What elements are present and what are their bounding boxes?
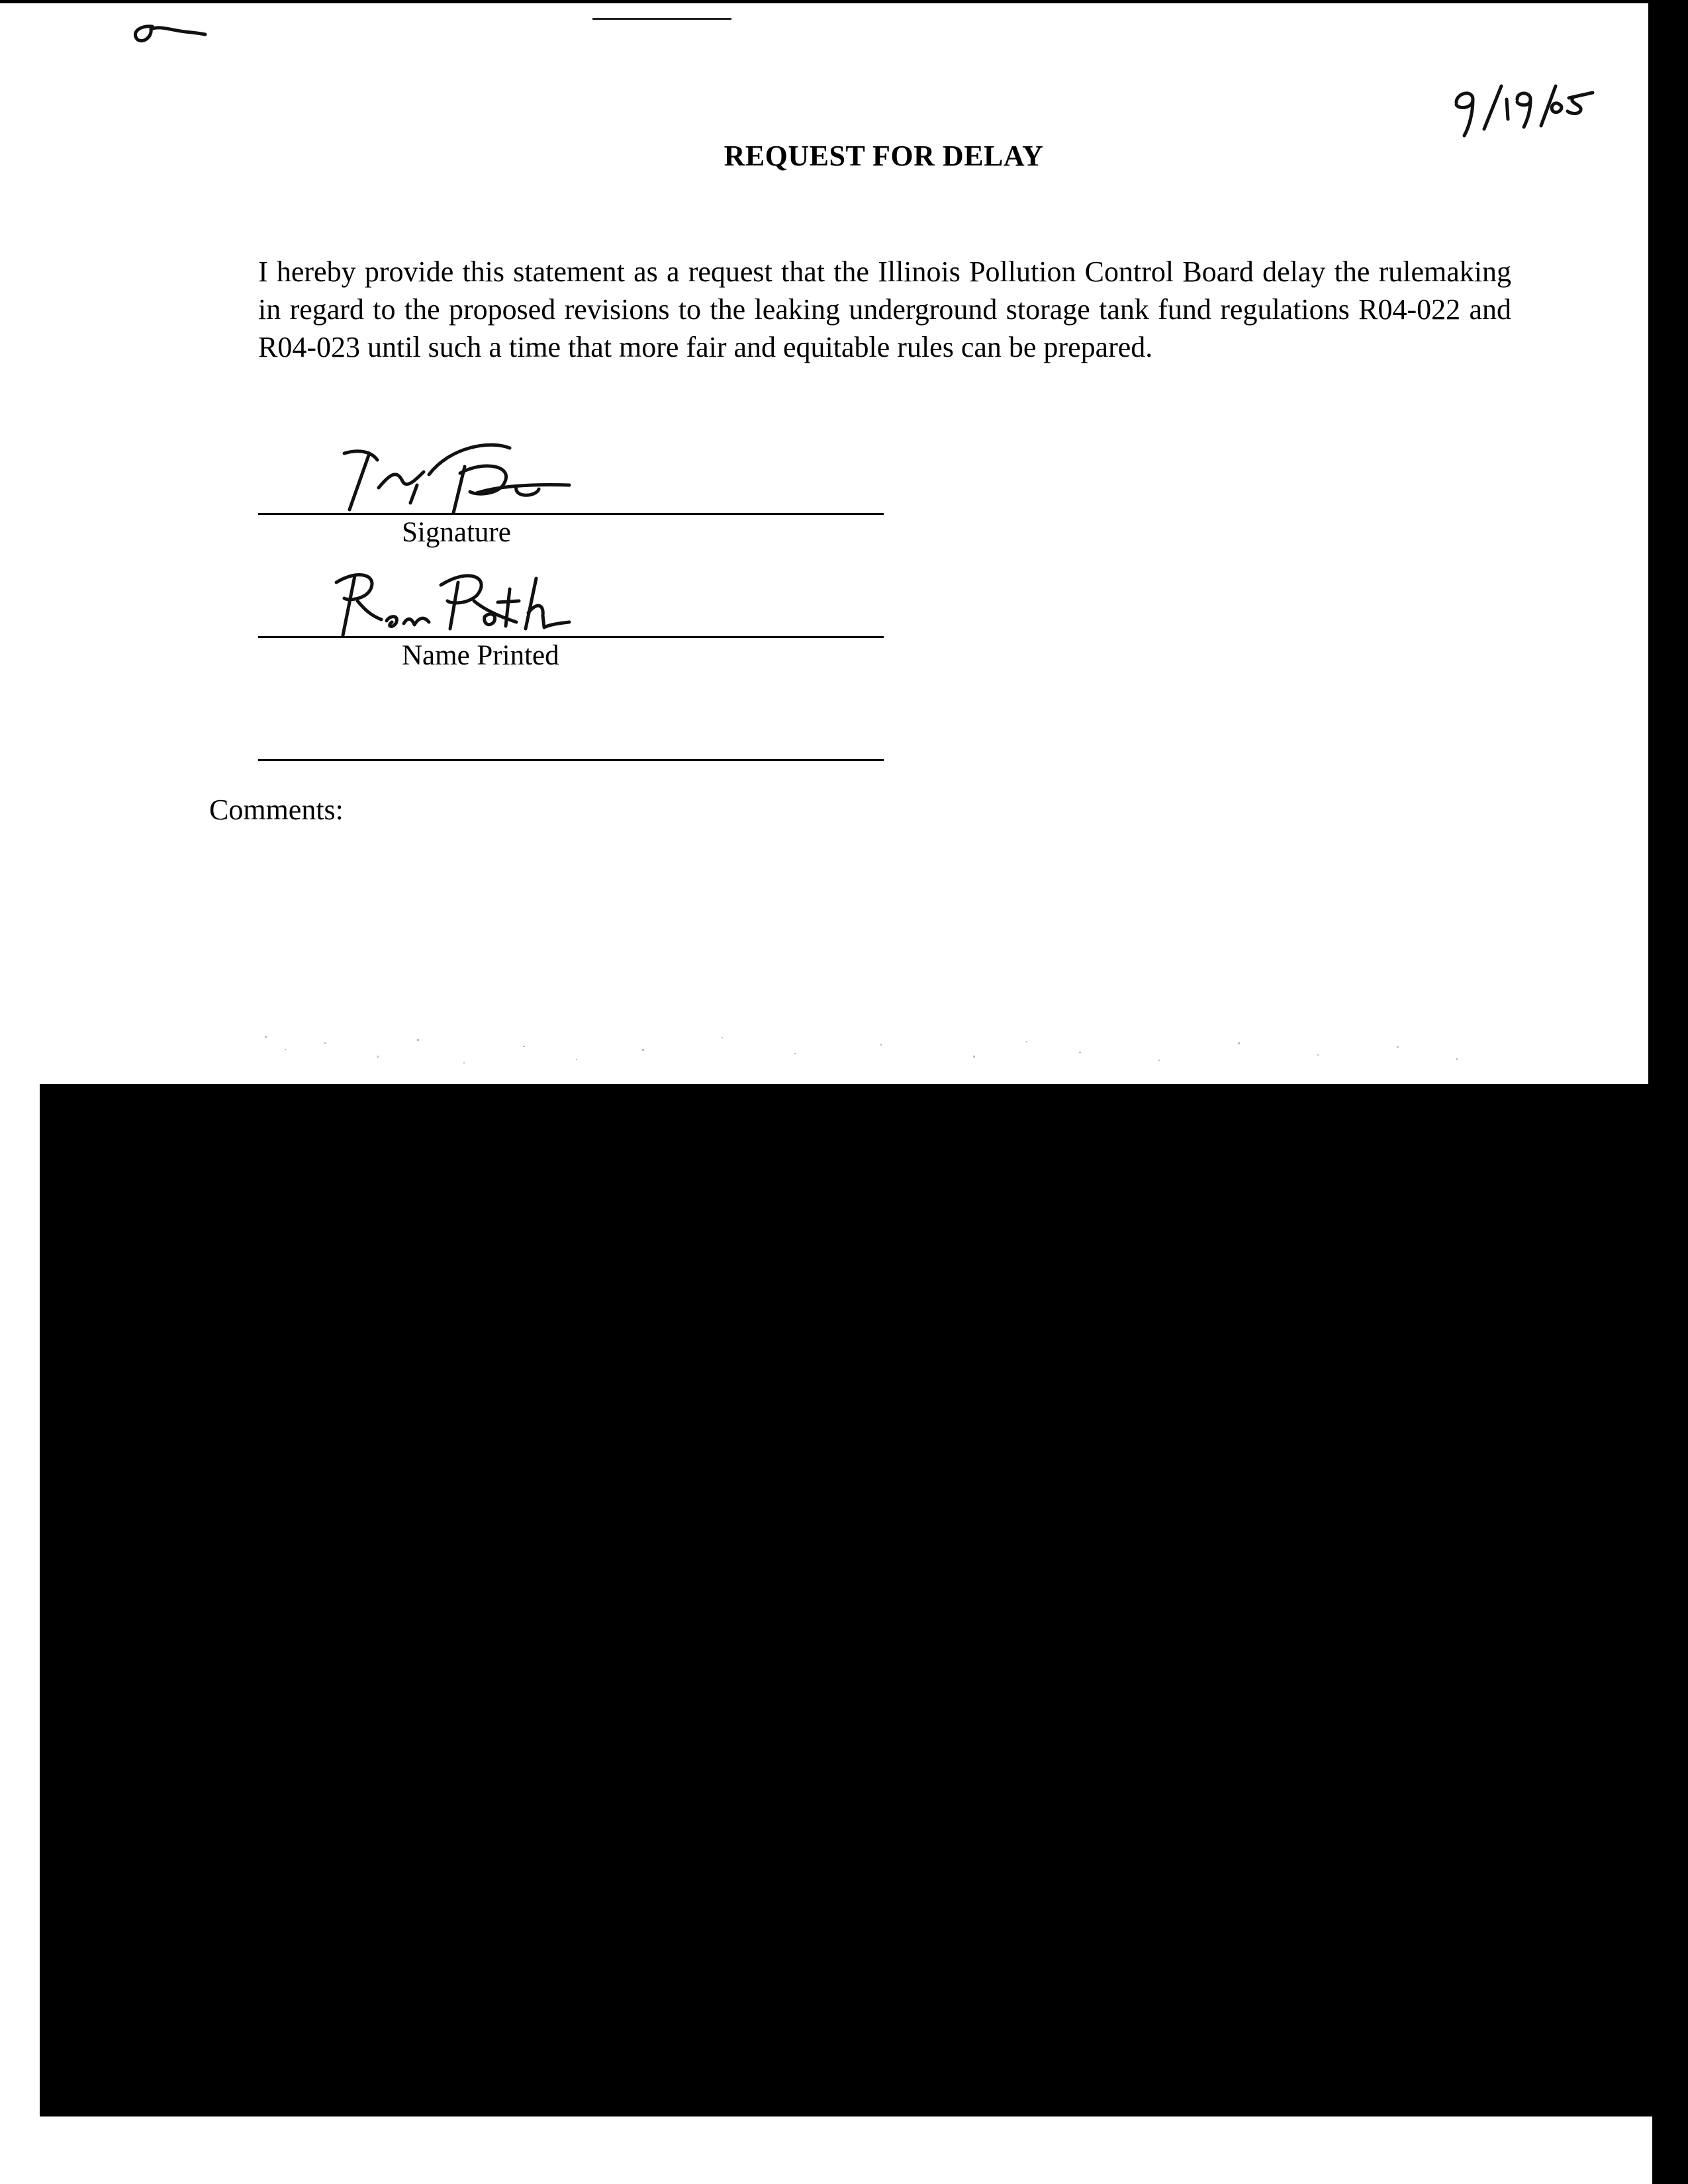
scan-bottom-right-edge	[1652, 2116, 1688, 2184]
signature-line	[258, 513, 884, 515]
handwritten-date	[1443, 73, 1602, 146]
handwritten-mark	[126, 13, 212, 46]
blank-line	[258, 759, 884, 761]
redaction-block	[40, 1084, 1688, 2116]
document-title: REQUEST FOR DELAY	[724, 140, 1044, 172]
page-bottom-margin	[0, 2116, 1688, 2184]
printed-name-handwriting	[318, 563, 609, 642]
page-left-margin	[0, 1084, 40, 2116]
scan-top-edge	[0, 0, 1688, 3]
printed-name-line	[258, 636, 884, 638]
signature-label: Signature	[402, 517, 511, 548]
scan-noise	[245, 1029, 1489, 1082]
top-rule	[592, 18, 731, 20]
signature-handwriting	[318, 433, 609, 526]
comments-label: Comments:	[209, 794, 344, 826]
printed-name-label: Name Printed	[402, 640, 559, 671]
request-statement: I hereby provide this statement as a request that the Illinois Pollution Control Board delay the rulemaking in regard to the proposed revisions to the leaking underground storage tank fund regulations R04-022 and R04-023 until such a time that more fair and equitable rules can be prepared.	[258, 255, 1511, 363]
